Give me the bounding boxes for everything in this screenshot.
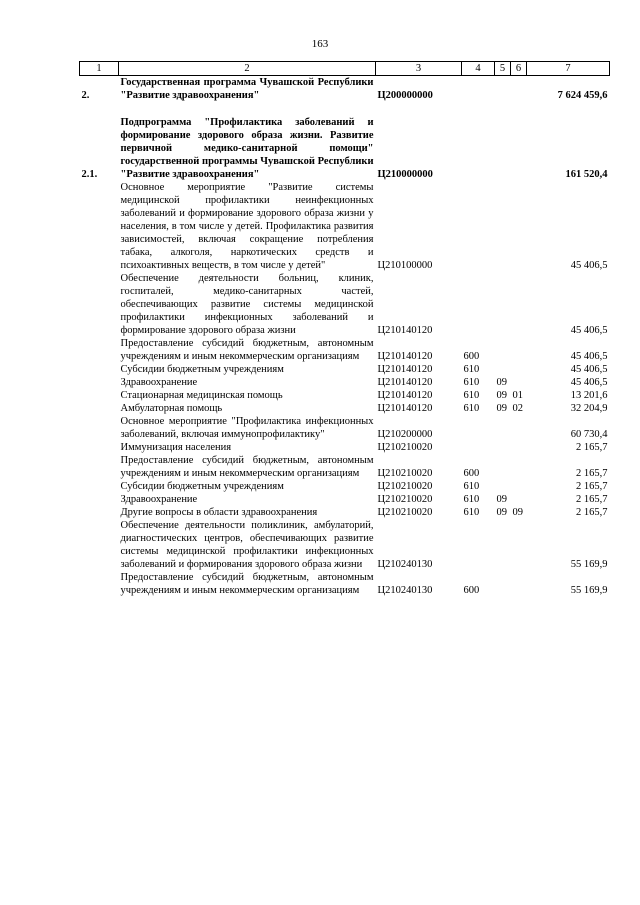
cell-rz [495,415,511,441]
cell-pr [511,363,527,376]
cell-num [80,519,119,571]
cell-amount: 55 169,9 [570,559,608,570]
cell-rz [495,181,511,272]
cell-code: Ц210200000 [377,429,433,440]
spacer-row [80,102,610,116]
cell-vr [462,441,495,454]
cell-num [80,480,119,493]
cell-pr [511,480,527,493]
cell-amount: 2 165,7 [576,442,608,453]
cell-num [80,415,119,441]
cell-vr: 610 [463,403,480,414]
table-row [80,415,610,441]
cell-rz: 09 [496,390,507,401]
cell-name: Субсидии бюджетным учреждениям [120,364,284,375]
page-number: 163 [311,38,329,50]
cell-vr [462,519,495,571]
cell-num [80,454,119,480]
cell-rz [495,272,511,337]
cell-name: Обеспечение деятельности больниц, клиник, госпиталей, медико-санитарных частей, обеспечивающих развитие системы медицинской профилактики инфекционных заболеваний и формирование здорового образа жизни [120,273,374,336]
cell-num: 2. [81,90,90,101]
cell-num [80,571,119,597]
table-row [80,402,610,415]
cell-rz [495,116,511,181]
cell-pr: 02 [512,403,523,414]
cell-code: Ц210210020 [377,481,433,492]
cell-code: Ц210140120 [377,325,433,336]
cell-pr [511,519,527,571]
cell-num [80,181,119,272]
cell-rz [495,363,511,376]
cell-name: Основное мероприятие "Профилактика инфекционных заболеваний, включая иммунопрофилактику" [120,416,374,440]
cell-amount: 7 624 459,6 [557,90,608,101]
cell-name: Государственная программа Чувашской Республики "Развитие здравоохранения" [120,77,374,101]
header-col-7: 7 [527,62,610,76]
header-col-4: 4 [462,62,495,76]
cell-num [80,389,119,402]
table-row [80,272,610,337]
cell-vr: 610 [463,364,480,375]
cell-amount: 55 169,9 [570,585,608,596]
cell-name: Подпрограмма "Профилактика заболеваний и формирование здорового образа жизни. Развитие первичной медико-санитарной помощи" государственной программы Чувашской Республики "Развитие здравоохранения" [120,117,374,180]
cell-pr [511,415,527,441]
cell-code: Ц210210020 [377,468,433,479]
cell-amount: 13 201,6 [570,390,608,401]
cell-vr [462,272,495,337]
cell-rz [495,571,511,597]
cell-code: Ц210140120 [377,377,433,388]
header-col-5: 5 [495,62,511,76]
cell-name: Другие вопросы в области здравоохранения [120,507,318,518]
cell-rz: 09 [496,403,507,414]
cell-pr [511,272,527,337]
cell-name: Основное мероприятие "Развитие системы медицинской профилактики неинфекционных заболеваний и формирование здорового образа жизни у населения, в том числе у детей. Профилактика развития зависимостей, включая сокращение потребления табака, алкоголя, наркотических средств и психоактивных веществ, в том числе у детей" [120,182,374,271]
table-row [80,480,610,493]
budget-table [79,61,610,597]
cell-name: Иммунизация населения [120,442,232,453]
cell-amount: 2 165,7 [576,507,608,518]
cell-code: Ц210140120 [377,390,433,401]
header-row [80,62,610,76]
cell-vr [462,415,495,441]
cell-num [80,363,119,376]
table-row [80,76,610,103]
cell-code: Ц210210020 [377,507,433,518]
cell-code: Ц210210020 [377,442,433,453]
table-row [80,519,610,571]
cell-vr: 610 [463,494,480,505]
cell-name: Здравоохранение [120,377,198,388]
cell-pr: 01 [512,390,523,401]
cell-amount: 2 165,7 [576,468,608,479]
cell-num [80,441,119,454]
header-col-3: 3 [376,62,462,76]
cell-num: 2.1. [81,169,98,180]
cell-amount: 45 406,5 [570,377,608,388]
cell-rz [495,519,511,571]
cell-pr [511,116,527,181]
cell-vr [462,76,495,103]
table-row [80,389,610,402]
cell-name: Предоставление субсидий бюджетным, автономным учреждениям и иным некоммерческим организациям [120,572,374,596]
cell-rz: 09 [496,377,507,388]
cell-amount: 45 406,5 [570,351,608,362]
cell-amount: 161 520,4 [565,169,608,180]
table-row [80,181,610,272]
cell-code: Ц210240130 [377,585,433,596]
cell-num [80,506,119,519]
table-row [80,571,610,597]
cell-rz [495,454,511,480]
table-row [80,116,610,181]
cell-num [80,337,119,363]
cell-pr [511,76,527,103]
cell-amount: 2 165,7 [576,481,608,492]
cell-name: Амбулаторная помощь [120,403,223,414]
cell-vr: 600 [463,585,480,596]
cell-code: Ц210240130 [377,559,433,570]
cell-rz: 09 [496,507,507,518]
cell-pr [511,376,527,389]
cell-code: Ц210140120 [377,364,433,375]
cell-pr [511,454,527,480]
cell-pr [511,337,527,363]
cell-pr [511,441,527,454]
cell-vr [462,181,495,272]
cell-vr: 610 [463,390,480,401]
cell-name: Субсидии бюджетным учреждениям [120,481,284,492]
cell-amount: 32 204,9 [570,403,608,414]
table-row [80,454,610,480]
cell-name: Здравоохранение [120,494,198,505]
cell-code: Ц210210020 [377,494,433,505]
cell-num [80,272,119,337]
cell-rz [495,441,511,454]
cell-code: Ц210140120 [377,351,433,362]
cell-name: Стационарная медицинская помощь [120,390,283,401]
cell-code: Ц210000000 [377,169,433,180]
header-col-6: 6 [511,62,527,76]
cell-amount: 45 406,5 [570,325,608,336]
table-row [80,376,610,389]
cell-vr: 610 [463,377,480,388]
table-row [80,493,610,506]
cell-vr: 610 [463,507,480,518]
cell-name: Предоставление субсидий бюджетным, автономным учреждениям и иным некоммерческим организациям [120,455,374,479]
cell-vr: 600 [463,351,480,362]
table-body [80,76,610,598]
cell-pr [511,181,527,272]
cell-rz [495,480,511,493]
cell-rz: 09 [496,494,507,505]
cell-amount: 45 406,5 [570,260,608,271]
cell-amount: 45 406,5 [570,364,608,375]
cell-pr [511,493,527,506]
cell-code: Ц200000000 [377,90,433,101]
cell-rz [495,76,511,103]
header-col-2: 2 [119,62,376,76]
cell-num [80,493,119,506]
cell-amount: 60 730,4 [570,429,608,440]
table-row [80,337,610,363]
cell-rz [495,337,511,363]
cell-name: Обеспечение деятельности поликлиник, амбулаторий, диагностических центров, обеспечивающих развитие системы медицинской профилактики инфекционных заболеваний и формирования здорового образа жизни [120,520,374,570]
cell-name: Предоставление субсидий бюджетным, автономным учреждениям и иным некоммерческим организациям [120,338,374,362]
cell-num [80,402,119,415]
table-row [80,363,610,376]
cell-code: Ц210140120 [377,403,433,414]
spacer-cell [80,102,610,116]
cell-amount: 2 165,7 [576,494,608,505]
cell-pr: 09 [512,507,523,518]
table-row [80,441,610,454]
cell-vr: 600 [463,468,480,479]
table-row [80,506,610,519]
cell-pr [511,571,527,597]
cell-vr: 610 [463,481,480,492]
cell-code: Ц210100000 [377,260,433,271]
header-col-1: 1 [80,62,119,76]
cell-vr [462,116,495,181]
cell-num [80,376,119,389]
